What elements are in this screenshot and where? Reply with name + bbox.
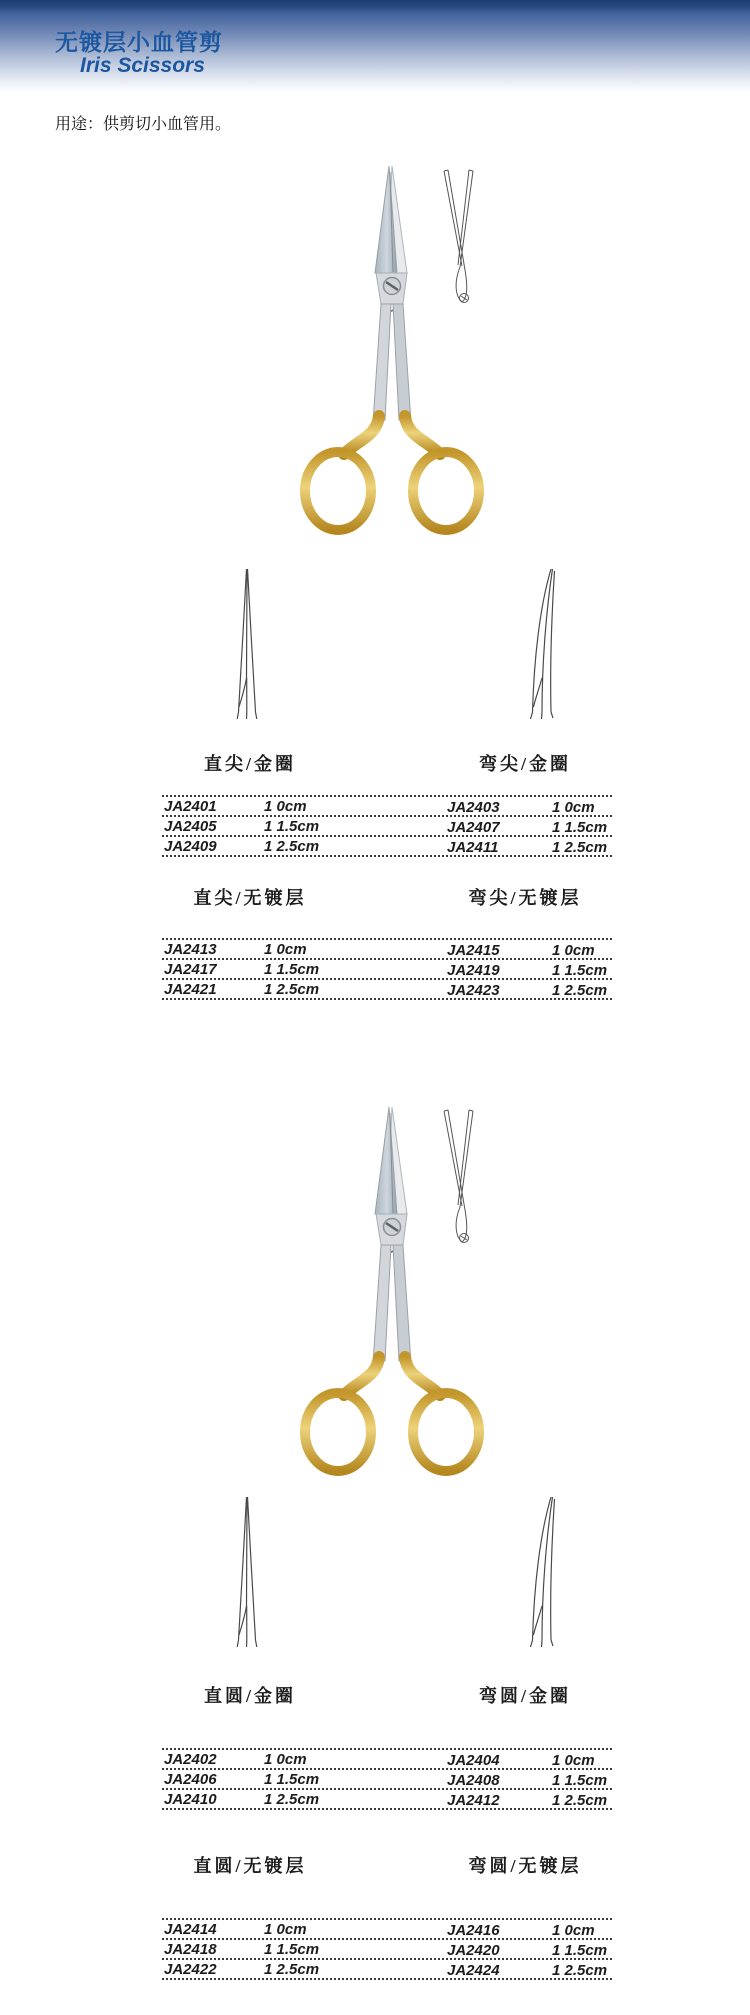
product-code-cell: JA2404 [447,1752,500,1769]
group-headers-sharp-gold [0,750,750,774]
product-code-cell: JA2410 [164,1791,217,1808]
product-code-cell: JA2405 [164,818,217,835]
product-code-cell: JA2409 [164,838,217,855]
size-cell: 1 0cm [264,941,307,958]
product-code-cell: JA2417 [164,961,217,978]
product-code-cell: JA2402 [164,1751,217,1768]
usage-note: 用途：供剪切小血管用。 [55,116,232,133]
product-code-cell: JA2419 [447,962,500,979]
product-code-cell: JA2416 [447,1922,500,1939]
product-code-cell: JA2414 [164,1921,217,1938]
size-cell: 1 0cm [264,1921,307,1938]
size-cell: 1 2.5cm [552,1962,608,1979]
size-cell: 1 1.5cm [264,1941,320,1958]
product-code-cell: JA2413 [164,941,217,958]
size-cell: 1 2.5cm [552,982,608,999]
size-cell: 1 2.5cm [552,839,608,856]
straight-tip-drawing-sharp [234,566,260,726]
product-code-cell: JA2423 [447,982,500,999]
group-headers-round-gold [0,1682,750,1706]
page-subtitle: Iris Scissors [80,54,205,77]
product-code-cell: JA2401 [164,798,217,815]
size-cell: 1 0cm [552,942,595,959]
product-code-cell: JA2407 [447,819,500,836]
product-table-round-gold [162,1748,612,1810]
product-code-cell: JA2421 [164,981,217,998]
size-cell: 1 2.5cm [264,981,320,998]
table-row [162,1920,612,1940]
table-row [162,1790,612,1810]
size-cell: 1 1.5cm [552,1942,608,1959]
product-code-cell: JA2420 [447,1942,500,1959]
table-row [162,817,612,837]
product-code-cell: JA2415 [447,942,500,959]
column-group-header: 弯圆/金圈 [478,1686,571,1706]
size-cell: 1 1.5cm [552,819,608,836]
product-code-cell: JA2422 [164,1961,217,1978]
table-row [162,837,612,857]
table-row [162,1960,612,1980]
table-row [162,1770,612,1790]
product-code-cell: JA2406 [164,1771,217,1788]
curved-tip-drawing-round [525,1494,559,1654]
product-table-sharp-gold [162,795,612,857]
open-blades-drawing-sharp [436,168,480,308]
product-code-cell: JA2403 [447,799,500,816]
size-cell: 1 2.5cm [264,1961,320,1978]
curved-tip-drawing-sharp [525,566,559,726]
size-cell: 1 1.5cm [552,962,608,979]
table-row [162,1940,612,1960]
table-row [162,797,612,817]
size-cell: 1 1.5cm [264,1771,320,1788]
page-title: 无镀层小血管剪 [55,29,223,55]
product-code-cell: JA2411 [447,839,499,856]
column-group-header: 直圆/金圈 [203,1686,296,1706]
column-group-header: 弯尖/金圈 [478,754,571,774]
product-code-cell: JA2412 [447,1792,500,1809]
product-table-round-uncoated [162,1918,612,1980]
size-cell: 1 0cm [264,798,307,815]
column-group-header: 直尖/金圈 [203,754,296,774]
size-cell: 1 2.5cm [264,838,320,855]
size-cell: 1 1.5cm [264,961,320,978]
product-code-cell: JA2424 [447,1962,500,1979]
size-cell: 1 2.5cm [264,1791,320,1808]
product-table-sharp-uncoated [162,938,612,1000]
product-code-cell: JA2418 [164,1941,217,1958]
table-row [162,1750,612,1770]
size-cell: 1 0cm [552,1922,595,1939]
column-group-header: 弯圆/无镀层 [468,1856,582,1876]
straight-tip-drawing-round [234,1494,260,1654]
size-cell: 1 0cm [552,1752,595,1769]
column-group-header: 直圆/无镀层 [193,1856,307,1876]
column-group-header: 弯尖/无镀层 [468,888,582,908]
size-cell: 1 2.5cm [552,1792,608,1809]
table-row [162,980,612,1000]
column-group-header: 直尖/无镀层 [193,888,307,908]
product-code-cell: JA2408 [447,1772,500,1789]
group-headers-round-uncoated [0,1852,750,1876]
group-headers-sharp-uncoated [0,884,750,908]
size-cell: 1 0cm [264,1751,307,1768]
table-row [162,960,612,980]
page-header-banner [0,0,750,92]
size-cell: 1 0cm [552,799,595,816]
open-blades-drawing-round [436,1108,480,1248]
size-cell: 1 1.5cm [264,818,320,835]
table-row [162,940,612,960]
size-cell: 1 1.5cm [552,1772,608,1789]
